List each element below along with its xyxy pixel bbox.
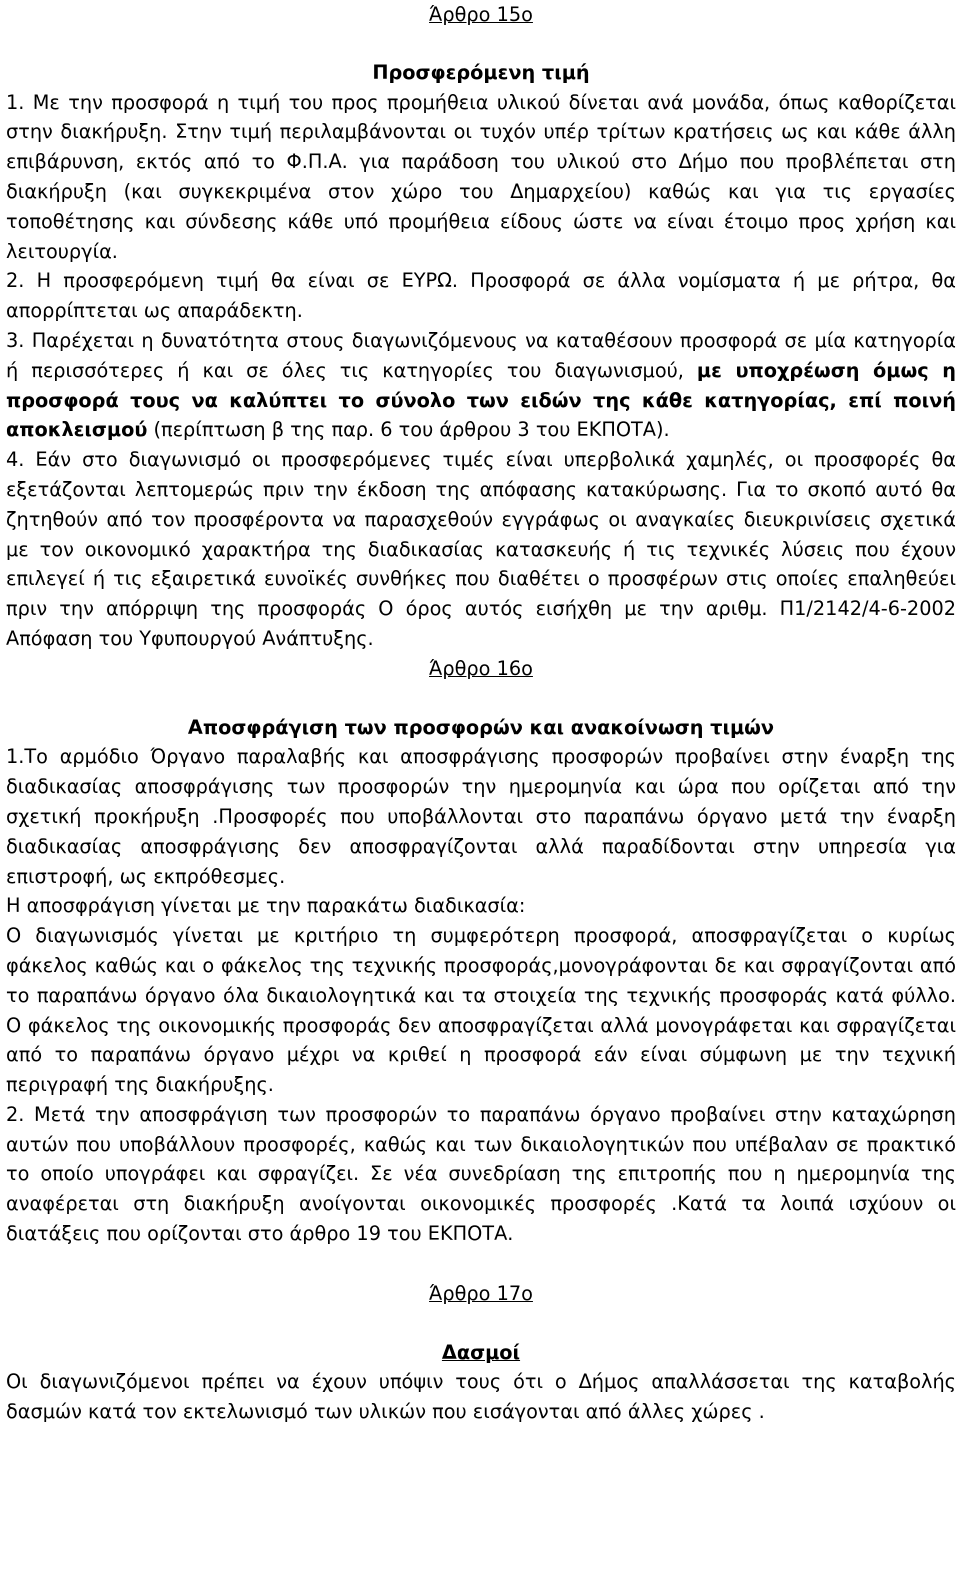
article-16-title: Άρθρο 16ο (429, 656, 533, 680)
article-15-paragraph-2: 2. Η προσφερόμενη τιμή θα είναι σε ΕΥΡΩ. Προσφορά σε άλλα νομίσματα ή με ρήτρα, θα απορρίπτεται ως απαράδεκτη. (6, 269, 956, 323)
article-17-title: Άρθρο 17ο (429, 1281, 533, 1305)
article-17 (6, 1279, 956, 1427)
article-15-paragraph-3-bold: με υποχρέωση όμως η προσφορά τους να καλύπτει το σύνολο των ειδών της κάθε κατηγορίας, επί ποινή αποκλεισμού (6, 358, 956, 442)
article-17-heading: Δασμοί (441, 1340, 521, 1364)
article-16 (6, 654, 956, 1249)
article-16-paragraph-3: Ο διαγωνισμός γίνεται με κριτήριο τη συμφερότερη προσφορά, αποσφραγίζεται ο κυρίως φάκελος καθώς και ο φάκελος της τεχνικής προσφοράς,μονογράφονται δε και σφραγίζονται από το παραπάνω όργανο όλα δικαιολογητικά και τα στοιχεία της τεχνικής προσφοράς κατά φύλλο. Ο φάκελος της οικονομικής προσφοράς δεν αποσφραγίζεται αλλά μονογράφεται και σφραγίζεται από το παραπάνω όργανο μέχρι να κριθεί η προσφορά εάν είναι σύμφωνη με την τεχνική περιγραφή της διακήρυξης. (6, 924, 956, 1097)
article-15-heading: Προσφερόμενη τιμή (372, 60, 590, 84)
article-15-paragraph-3-start: 3. Παρέχεται η δυνατότητα στους διαγωνιζόμενους να καταθέσουν προσφορά σε μία κατηγορία ή περισσότερες ή και σε όλες τις κατηγορίες του διαγωνισμού, (6, 328, 956, 382)
article-15-title: Άρθρο 15ο (429, 3, 533, 26)
article-15 (6, 0, 956, 654)
article-17-paragraph-1: Οι διαγωνιζόμενοι πρέπει να έχουν υπόψιν τους ότι ο Δήμος απαλλάσσεται της καταβολής δασμών κατά τον εκτελωνισμό των υλικών που εισάγονται από άλλες χώρες . (6, 1370, 956, 1424)
article-16-paragraph-2: Η αποσφράγιση γίνεται με την παρακάτω διαδικασία: (6, 894, 526, 918)
article-15-paragraph-1: 1. Με την προσφορά η τιμή του προς προμήθεια υλικού δίνεται ανά μονάδα, όπως καθορίζεται στην διακήρυξη. Στην τιμή περιλαμβάνονται οι τυχόν υπέρ τρίτων κρατήσεις ως και κάθε άλλη επιβάρυνση, εκτός από το Φ.Π.Α. για παράδοση του υλικού στο Δήμο που προβλέπεται στη διακήρυξη (και συγκεκριμένα στον χώρο του Δημαρχείου) καθώς και για τις εργασίες τοποθέτησης και σύνδεσης κάθε υπό προμήθεια είδους ώστε να είναι έτοιμο προς χρήση και λειτουργία. (6, 90, 956, 263)
article-15-paragraph-3 (6, 326, 956, 445)
article-16-heading: Αποσφράγιση των προσφορών και ανακοίνωση τιμών (187, 715, 775, 739)
article-16-paragraph-4: 2. Μετά την αποσφράγιση των προσφορών το παραπάνω όργανο προβαίνει στην καταχώρηση αυτών που υποβάλλουν προσφορές, καθώς και των δικαιολογητικών που υπέβαλαν σε πρακτικό το οποίο υπογράφει και σφραγίζει. Σε νέα συνεδρίαση της επιτροπής που η ημερομηνία της αναφέρεται στη διακήρυξη ανοίγονται οικονομικές προσφορές .Κατά τα λοιπά ισχύουν οι διατάξεις που ορίζονται στο άρθρο 19 του ΕΚΠΟΤΑ. (6, 1102, 956, 1246)
article-15-paragraph-4: 4. Εάν στο διαγωνισμό οι προσφερόμενες τιμές είναι υπερβολικά χαμηλές, οι προσφορές θα εξετάζονται λεπτομερώς πριν την έκδοση της απόφασης κατακύρωσης. Για το σκοπό αυτό θα ζητηθούν από τον προσφέροντα να παρασχεθούν εγγράφως οι αναγκαίες διευκρινίσεις σχετικά με τον οικονομικό χαρακτήρα της διαδικασίας κατασκευής ή τις τεχνικές λύσεις που έχουν επιλεγεί ή τις εξαιρετικά ευνοϊκές συνθήκες που διαθέτει ο προσφέρων στις οποίες επαληθεύει πριν την απόρριψη της προσφοράς Ο όρος αυτός εισήχθη με την αριθμ. Π1/2142/4-6-2002 Απόφαση του Υφυπουργού Ανάπτυξης. (6, 448, 956, 650)
article-16-paragraph-1: 1.Το αρμόδιο Όργανο παραλαβής και αποσφράγισης προσφορών προβαίνει στην έναρξη της διαδικασίας αποσφράγισης των προσφορών την ημερομηνία και ώρα που ορίζεται από την σχετική προκήρυξη .Προσφορές που υποβάλλονται στο παραπάνω όργανο μετά την έναρξη διαδικασίας αποσφράγισης δεν αποσφραγίζονται αλλά παραδίδονται στην υπηρεσία για επιστροφή, ως εκπρόθεσμες. (6, 745, 956, 888)
article-15-paragraph-3-end: (περίπτωση β της παρ. 6 του άρθρου 3 του ΕΚΠΟΤΑ). (147, 418, 670, 442)
